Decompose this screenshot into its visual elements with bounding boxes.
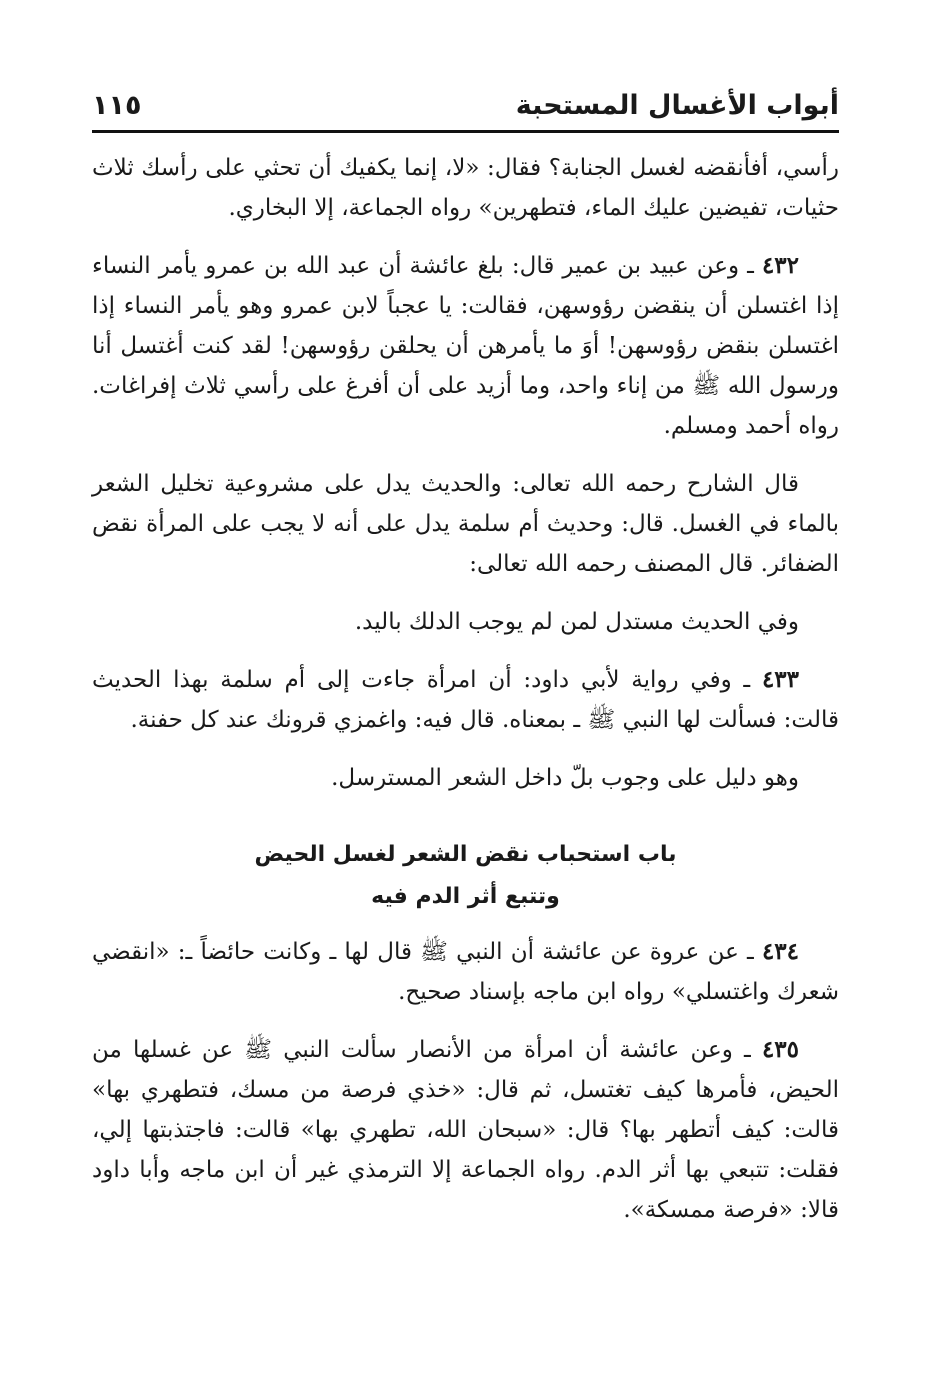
paragraph-continuation bbox=[92, 148, 839, 228]
author-note bbox=[92, 758, 839, 798]
hadith-number: ٤٣٤ bbox=[761, 938, 799, 965]
paragraph-text: قال الشارح رحمه الله تعالى: والحديث يدل على مشروعية تخليل الشعر بالماء في الغسل. قال: وحديث أم سلمة يدل على أنه لا يجب على المرأة نقض الضفائر. قال المصنف رحمه الله تعالى: bbox=[92, 471, 839, 577]
hadith-number: ٤٣٥ bbox=[761, 1036, 799, 1063]
hadith-433 bbox=[92, 660, 839, 740]
paragraph-text: رأسي، أفأنقضه لغسل الجنابة؟ فقال: «لا، إنما يكفيك أن تحثي على رأسك ثلاث حثيات، تفيضين عليك الماء، فتطهرين» رواه الجماعة، إلا البخاري. bbox=[92, 155, 839, 221]
hadith-number: ٤٣٢ bbox=[761, 252, 800, 279]
author-note bbox=[92, 602, 839, 642]
hadith-434 bbox=[92, 932, 839, 1012]
hadith-number: ٤٣٣ bbox=[761, 666, 800, 693]
paragraph-text: وفي الحديث مستدل لمن لم يوجب الدلك باليد. bbox=[354, 609, 799, 635]
page-body bbox=[92, 148, 839, 1248]
paragraph-text: وهو دليل على وجوب بلّ داخل الشعر المسترسل. bbox=[331, 765, 799, 791]
paragraph-text: ـ وعن عائشة أن امرأة من الأنصار سألت النبي ﷺ عن غسلها من الحيض، فأمرها كيف تغتسل، ثم قال: «خذي فرصة من مسك، فتطهري بها» قالت: كيف أتطهر بها؟ قال: «سبحان الله، تطهري بها» قالت: فاجتذبتها إلي، فقلت: تتبعي بها أثر الدم. رواه الجماعة إلا الترمذي غير أن ابن ماجه وأبا داود قالا: «فرصة ممسكة». bbox=[92, 1037, 839, 1223]
chapter-heading bbox=[92, 834, 839, 918]
hadith-432 bbox=[92, 246, 839, 446]
hadith-435 bbox=[92, 1030, 839, 1230]
running-title: أبواب الأغسال المستحبة bbox=[515, 89, 839, 121]
paragraph-text: ـ وفي رواية لأبي داود: أن امرأة جاءت إلى أم سلمة بهذا الحديث قالت: فسألت لها النبي ﷺ ـ بمعناه. قال فيه: واغمزي قرونك عند كل حفنة. bbox=[92, 667, 839, 733]
commentary-paragraph bbox=[92, 464, 839, 584]
paragraph-text: ـ وعن عبيد بن عمير قال: بلغ عائشة أن عبد الله بن عمرو يأمر النساء إذا اغتسلن أن ينقضن رؤوسهن، فقالت: يا عجباً لابن عمرو وهو يأمر النساء إذا اغتسلن بنقض رؤوسهن! أوَ ما يأمرهن أن يحلقن رؤوسهن! لقد كنت أغتسل أنا ورسول الله ﷺ من إناء واحد، وما أزيد على أن أفرغ على رأسي ثلاث إفراغات. رواه أحمد ومسلم. bbox=[92, 253, 839, 439]
page-header bbox=[92, 80, 839, 133]
paragraph-text: ـ عن عروة عن عائشة أن النبي ﷺ قال لها ـ وكانت حائضاً ـ: «انقضي شعرك واغتسلي» رواه ابن ماجه بإسناد صحيح. bbox=[92, 939, 839, 1005]
chapter-heading-line-1: باب استحباب نقض الشعر لغسل الحيض bbox=[254, 842, 677, 867]
page-number: ١١٥ bbox=[92, 89, 142, 121]
chapter-heading-line-2: وتتبع أثر الدم فيه bbox=[371, 884, 560, 909]
